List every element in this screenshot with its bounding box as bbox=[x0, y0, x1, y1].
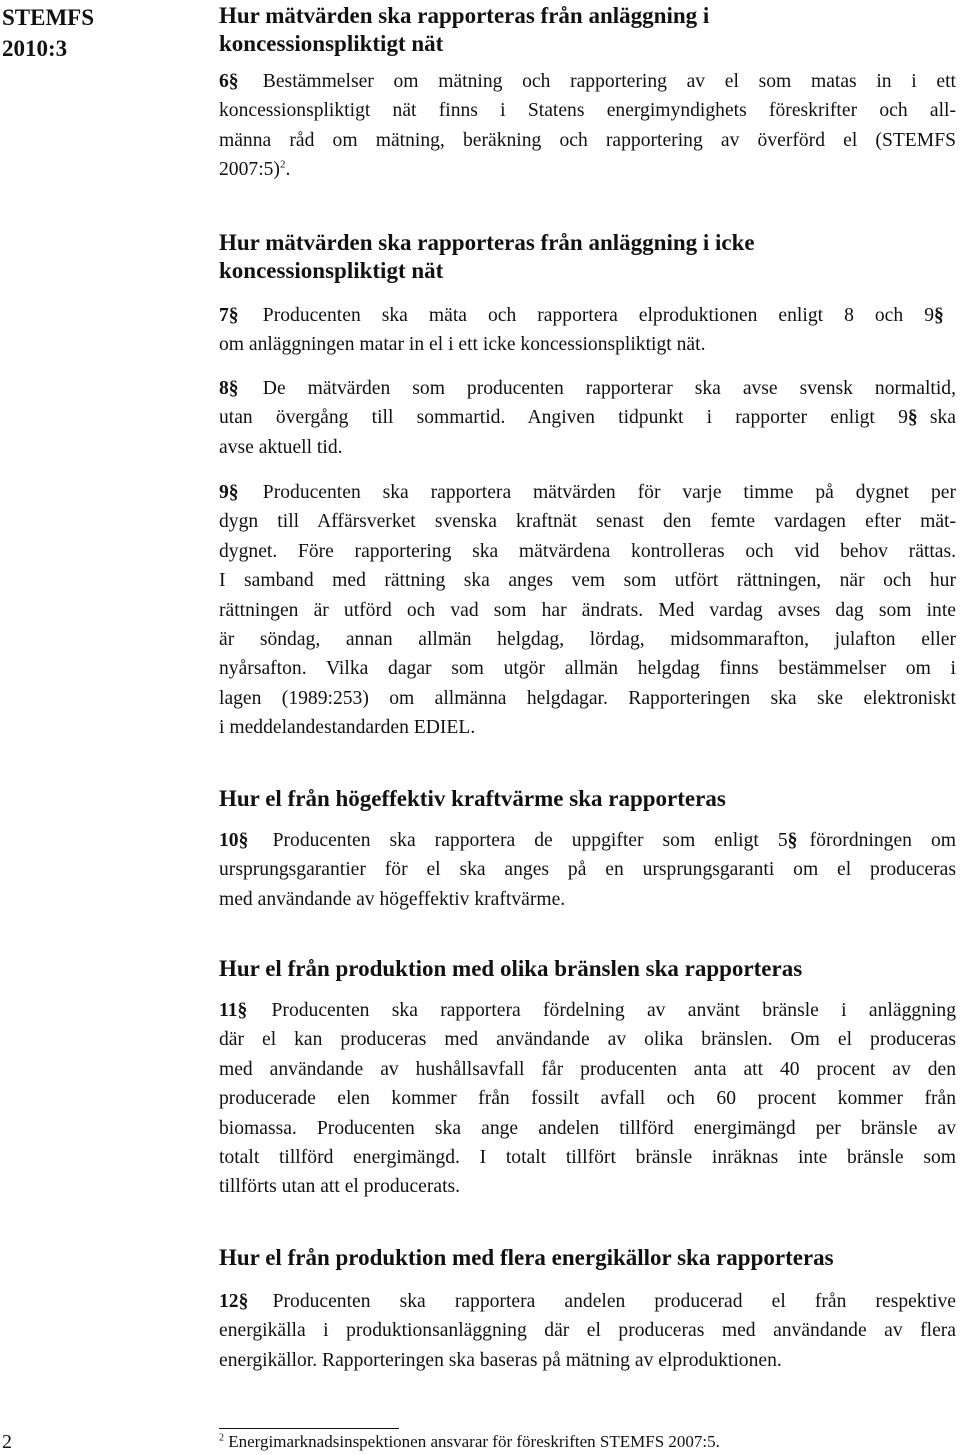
text-line: ursprungsgarantier för el ska anges på en ursprungsgaranti om el produceras bbox=[219, 859, 956, 881]
text-line: totalt tillförd energimängd. I totalt tillfört bränsle inräknas inte bränsle som bbox=[219, 1147, 956, 1169]
paragraph-9 bbox=[219, 478, 956, 743]
heading-line: koncessionspliktigt nät bbox=[219, 31, 444, 56]
text-line bbox=[219, 301, 956, 330]
text-line: där el kan produceras med användande av olika bränslen. Om el produceras bbox=[219, 1029, 956, 1051]
paragraph-7 bbox=[219, 301, 956, 360]
heading-line: koncessionspliktigt nät bbox=[219, 258, 444, 283]
text-segment: Producenten ska rapportera fördelning av använt bränsle i anläggning bbox=[271, 1000, 956, 1021]
text-line bbox=[219, 478, 956, 507]
text-line bbox=[219, 826, 956, 855]
paragraph-10 bbox=[219, 826, 956, 914]
text-line: I samband med rättning ska anges vem som utfört rättningen, när och hur bbox=[219, 570, 956, 592]
text-line bbox=[219, 996, 956, 1025]
footnote-text: Energimarknadsinspektionen ansvarar för föreskriften STEMFS 2007:5. bbox=[228, 1432, 720, 1451]
text-line: producerade elen kommer från fossilt avfall och 60 procent kommer från bbox=[219, 1088, 956, 1110]
text-line: männa råd om mätning, beräkning och rapportering av överförd el (STEMFS bbox=[219, 129, 956, 151]
paragraph-6 bbox=[219, 67, 956, 185]
text-line bbox=[219, 1287, 956, 1316]
heading-line: Hur mätvärden ska rapporteras från anläggning i bbox=[219, 3, 710, 28]
text-line bbox=[219, 403, 956, 432]
text-line: i meddelandestandarden EDIEL. bbox=[219, 717, 476, 739]
text-line: med användande av högeffektiv kraftvärme. bbox=[219, 888, 566, 910]
text-line: biomassa. Producenten ska ange andelen tillförd energimängd per bränsle av bbox=[219, 1117, 956, 1139]
text-line: avse aktuell tid. bbox=[219, 436, 343, 458]
paragraph-number: 10 bbox=[219, 830, 239, 851]
text-line: med användande av hushållsavfall får producenten anta att 40 procent av den bbox=[219, 1058, 956, 1080]
text-line: energikällor. Rapporteringen ska baseras på mätning av elproduktionen. bbox=[219, 1349, 782, 1371]
text-line: koncessionspliktigt nät finns i Statens energimyndighets föreskrifter och all- bbox=[219, 100, 956, 122]
section-sign: § bbox=[934, 305, 944, 326]
text-line: nyårsafton. Vilka dagar som utgör allmän helgdag finns bestämmelser om i bbox=[219, 658, 956, 680]
section-sign: § bbox=[237, 1000, 248, 1021]
text-segment: förordningen om bbox=[809, 830, 957, 851]
text-line bbox=[219, 374, 956, 403]
paragraph-8 bbox=[219, 374, 956, 462]
series-number: 2010:3 bbox=[2, 36, 68, 61]
section-heading-chp bbox=[219, 785, 956, 813]
heading-line: Hur el från produktion med olika bränslen ska rapporteras bbox=[219, 956, 803, 981]
text-line: rättningen är utförd och vad som har ändrats. Med vardag avses dag som inte bbox=[219, 599, 956, 621]
footnote bbox=[219, 1431, 720, 1453]
section-sign: § bbox=[238, 830, 249, 851]
paragraph-number: 8 bbox=[219, 378, 229, 399]
footnote-divider bbox=[219, 1428, 399, 1429]
section-sign: § bbox=[228, 305, 239, 326]
section-heading-fuels bbox=[219, 955, 956, 983]
section-heading-licensed-grid bbox=[219, 2, 956, 58]
section-sign: § bbox=[907, 407, 918, 429]
heading-line: Hur el från produktion med flera energikällor ska rapporteras bbox=[219, 1245, 834, 1270]
footnote-number: 2 bbox=[219, 1432, 224, 1444]
section-heading-energy-sources bbox=[219, 1244, 956, 1272]
text-segment: Producenten ska rapportera andelen producerad el från respektive bbox=[272, 1291, 956, 1312]
text-segment: ska bbox=[929, 407, 956, 429]
paragraph-number: 11 bbox=[219, 1000, 238, 1021]
series-label bbox=[2, 2, 94, 64]
paragraph-number: 6 bbox=[219, 71, 229, 92]
text-line: lagen (1989:253) om allmänna helgdagar. Rapporteringen ska ske elektroniskt bbox=[219, 687, 956, 709]
footnote-reference[interactable]: 2 bbox=[279, 158, 286, 171]
section-sign: § bbox=[228, 378, 239, 399]
text-segment: Producenten ska rapportera de uppgifter som enligt 5 bbox=[272, 830, 788, 851]
section-sign: § bbox=[228, 482, 239, 503]
text-line bbox=[219, 67, 956, 96]
text-line: energikälla i produktionsanläggning där el produceras med användande av flera bbox=[219, 1320, 956, 1342]
paragraph-12 bbox=[219, 1287, 956, 1375]
text-line: dygnet. Före rapportering ska mätvärdena kontrolleras och vid behov rättas. bbox=[219, 540, 956, 562]
section-sign: § bbox=[238, 1291, 249, 1312]
text-segment: . bbox=[285, 159, 291, 181]
paragraph-number: 9 bbox=[219, 482, 229, 503]
page-number: 2 bbox=[2, 1431, 12, 1453]
text-line: om anläggningen matar in el i ett icke koncessionspliktigt nät. bbox=[219, 334, 706, 356]
text-segment: Producenten ska rapportera mätvärden för varje timme på dygnet per bbox=[262, 482, 956, 503]
heading-line: Hur mätvärden ska rapporteras från anläggning i icke bbox=[219, 230, 755, 255]
heading-line: Hur el från högeffektiv kraftvärme ska rapporteras bbox=[219, 786, 726, 811]
paragraph-number: 7 bbox=[219, 305, 229, 326]
text-segment: Bestämmelser om mätning och rapportering av el som matas in i ett bbox=[262, 71, 956, 92]
section-heading-unlicensed-grid bbox=[219, 229, 956, 285]
section-sign: § bbox=[787, 830, 798, 851]
text-line bbox=[219, 155, 956, 184]
paragraph-11 bbox=[219, 996, 956, 1202]
text-line: tillförts utan att el producerats. bbox=[219, 1176, 461, 1198]
text-segment: 2007:5) bbox=[219, 159, 280, 181]
text-segment: utan övergång till sommartid. Angiven tidpunkt i rapporter enligt 9 bbox=[219, 407, 908, 429]
text-segment: Producenten ska mäta och rapportera elproduktionen enligt 8 och 9 bbox=[262, 305, 934, 326]
series-name: STEMFS bbox=[2, 5, 95, 30]
section-sign: § bbox=[228, 71, 239, 92]
text-line: är söndag, annan allmän helgdag, lördag, midsommarafton, julafton eller bbox=[219, 629, 956, 651]
text-line: dygn till Affärsverket svenska kraftnät senast den femte vardagen efter mät- bbox=[219, 511, 956, 533]
paragraph-number: 12 bbox=[219, 1291, 239, 1312]
text-segment: De mätvärden som producenten rapporterar ska avse svensk normaltid, bbox=[262, 378, 956, 399]
